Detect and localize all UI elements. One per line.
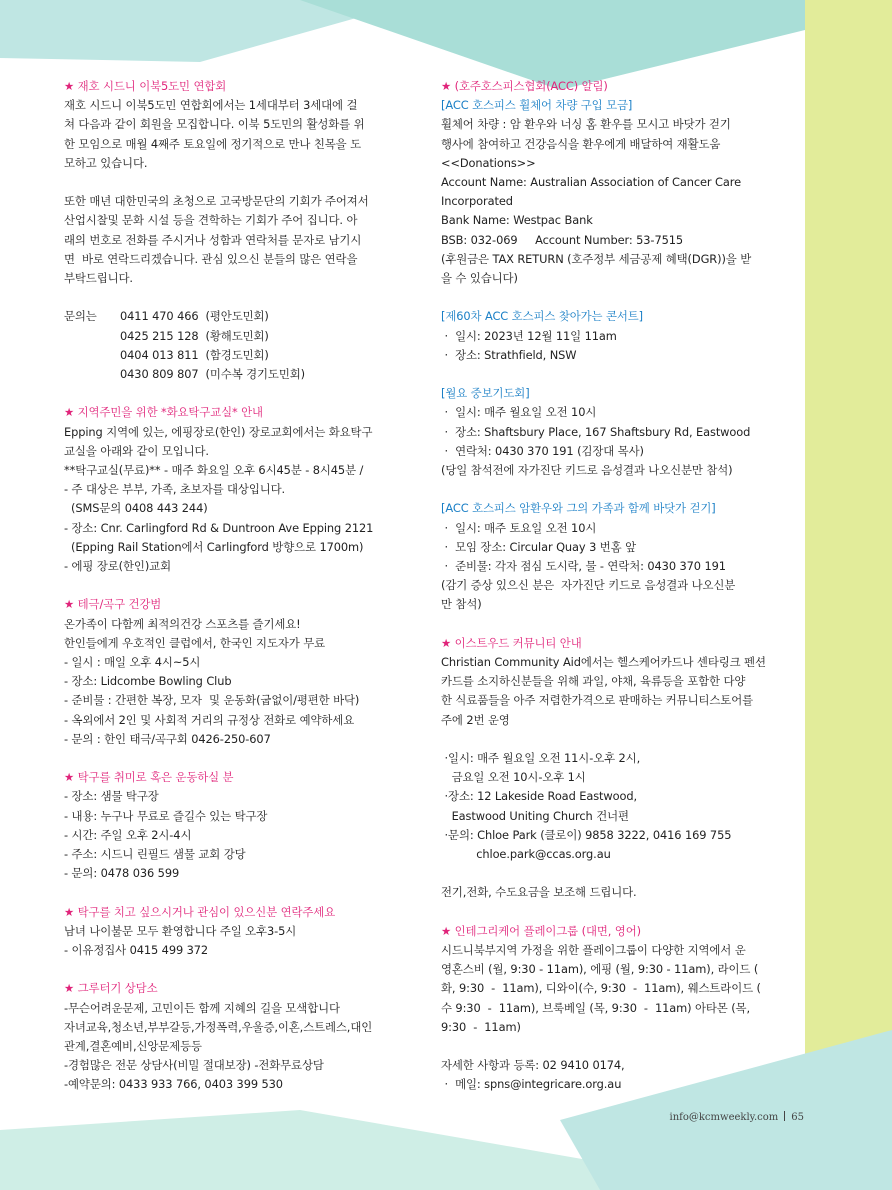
section-counseling (64, 979, 424, 1094)
section-title: ★ 인테그리케어 플레이그룹 (대면, 영어) (441, 923, 641, 938)
section-body: Epping 지역에 있는, 에핑장로(한인) 장로교회에서는 화요탁구 교실을 아래와 같이 모입니다. **탁구교실(무료)** - 매주 화요일 오후 6시45분 - 8시45분 / - 주 대상은 부부, 가족, 초보자를 대상입니다. (SMS문의 0408 443 244) - 장소: Cnr. Carlingford Rd & Duntroon Ave Epping 2121 (Epping Rail Station에서 Carlingford 방향으로 1700m) - 에핑 장로(한인)교회 (64, 424, 374, 574)
section-acc-concert (441, 307, 797, 365)
page-footer (670, 1111, 805, 1123)
section-title: ★ 테극/곡구 건강범 (64, 597, 162, 612)
left-column (64, 77, 424, 1095)
page-number: 65 (791, 1112, 804, 1123)
section-subtitle: [월요 중보기도회] (441, 386, 530, 401)
section-title: ★ 그루터기 상담소 (64, 981, 158, 996)
section-body: 시드니북부지역 가정을 위한 플레이그룹이 다양한 지역에서 운 영혼스비 (월, 9:30 - 11am), 에핑 (월, 9:30 - 11am), 라이드 ( 화, 9:30 - 11am), 디와이(수, 9:30 - 11am), 웨스트라이드 ( 수 9:30 - 11am), 브룩베일 (목, 9:30 - 11am) 아타몬 (목, 9:30 - 11am) 자세한 사항과 등록: 02 9410 0174, · 메일: spns@integricare.org.au (441, 943, 761, 1092)
section-integricare-playgroup (441, 922, 797, 1095)
section-body: -무슨어려운문제, 고민이든 함께 지혜의 길을 모색합니다 자녀교육,청소년,부부갈등,가정폭력,우울증,이혼,스트레스,대인 관계,결혼예비,신앙문제등등 -경험많은 전문 상담사(비밀 절대보장) -전화무료상담 -예약문의: 0433 933 766, 0403 399 530 (64, 1000, 373, 1092)
section-body: 온가족이 다함께 최적의건강 스포츠를 즐기세요! 한인들에게 우호적인 클럽에서, 한국인 지도자가 무료 - 일시 : 매일 오후 4시~5시 - 장소: Lidcombe Bowling Club - 준비물 : 간편한 복장, 모자 및 운동화(굽없이/평편한 바닥) - 옥외에서 2인 및 사회적 거리의 규정상 전화로 예약하세요 - 문의 : 한인 태극/곡구회 0426-250-607 (64, 616, 360, 746)
section-body: Christian Community Aid에서는 헬스케어카드나 센타링크 펜션 카드를 소지하신분들을 위해 과일, 야채, 육류등을 포함한 다양 한 식료품들을 아주 저렴한가격으로 판매하는 커뮤니티스토어를 주에 2번 운영 ·일시: 매주 월요일 오전 11시-오후 2시, 금요일 오전 10시-오후 1시 ·장소: 12 Lakeside Road Eastwood, Eastwood Uniting Church 건너편 ·문의: Chloe Park (클로이) 9858 3222, 0416 169 755 chloe.park@ccas.org.au 전기,전화, 수도요금을 보조해 드립니다. (441, 655, 766, 900)
section-body: 재호 시드니 이북5도민 연합회에서는 1세대부터 3세대에 걸 쳐 다음과 같이 회원을 모집합니다. 이북 5도민의 활성화를 위 한 모임으로 매월 4째주 토요일에 정기적으로 만나 친목을 도 모하고 있습니다. 또한 매년 대한민국의 초청으로 고국방문단의 기회가 주어져서 산업시찰및 문화 시설 등을 견학하는 기회가 주어 집니다. 아 래의 번호로 전화를 주시거나 성함과 연락처를 문자로 남기시 면 바로 연락드리겠습니다. 관심 있으신 분들의 많은 연락을 부탁드립니다. (64, 98, 369, 286)
footer-divider (784, 1111, 785, 1121)
contact-value: 0425 215 128 (황해도민회) (120, 328, 269, 343)
section-title: ★ (호주호스피스협회(ACC) 알림) (441, 79, 608, 93)
contact-value: 0411 470 466 (평안도민회) (120, 309, 269, 324)
section-ibuk-association (64, 77, 424, 384)
section-acc-notice (441, 77, 797, 288)
contact-label: 문의는 (64, 309, 97, 324)
section-body: 휠체어 차량 : 암 환우와 너싱 홈 환우를 모시고 바닷가 걷기 행사에 참여하고 건강음식을 환우에게 배달하여 재활도움 <<Donations>> Account Name: Australian Association of Cancer Care Incorporated Bank Name: Westpac Bank BSB: 032-069 Account Number: 53-7515 (후원금은 TAX RETURN (호주정부 세금공제 혜택(DGR))을 받 을 수 있습니다) (441, 117, 752, 286)
section-subtitle: [ACC 호스피스 휠체어 차량 구입 모금] (441, 98, 633, 113)
contact-row (64, 307, 424, 326)
section-health-club (64, 595, 424, 749)
contact-value: 0404 013 811 (함경도민회) (120, 347, 269, 362)
footer-email: info@kcmweekly.com (669, 1112, 779, 1123)
section-title: ★ 탁구를 취미로 혹은 운동하실 분 (64, 770, 234, 785)
right-column (441, 77, 797, 1095)
section-body: · 일시: 매주 토요일 오전 10시 · 모임 장소: Circular Quay 3 번홈 앞 · 준비물: 각자 점심 도시락, 물 - 연락처: 0430 370 191 (감기 증상 있으신 분은 자가진단 키드로 음성결과 나오신분 만 참석) (441, 520, 736, 612)
section-body: · 일시: 매주 월요일 오전 10시 · 장소: Shaftsbury Place, 167 Shaftsbury Rd, Eastwood · 연락처: 0430 370 191 (김장대 목사) (당일 참석전에 자가진단 키드로 음성결과 나오신분만 참석) (441, 405, 751, 478)
section-table-tennis-class (64, 403, 424, 576)
section-body: 남녀 나이불문 모두 환영합니다 주일 오후3-5시 - 이유정집사 0415 499 372 (64, 923, 297, 958)
section-eastwood-community (441, 634, 797, 903)
section-subtitle: [ACC 호스피스 암환우와 그의 가족과 함께 바닷가 걷기] (441, 501, 716, 516)
section-subtitle: [제60차 ACC 호스피스 찾아가는 콘서트] (441, 309, 644, 324)
section-body: - 장소: 샘물 탁구장 - 내용: 누구나 무료로 즐길수 있는 탁구장 - 시간: 주일 오후 2시-4시 - 주소: 시드니 린필드 샘물 교회 강당 - 문의: 0478 036 599 (64, 789, 268, 881)
section-title: ★ 지역주민을 위한 *화요탁구교실* 안내 (64, 405, 263, 420)
section-title: ★ 재호 시드니 이북5도민 연합회 (64, 79, 227, 93)
section-title: ★ 탁구를 치고 싶으시거나 관심이 있으신분 연락주세요 (64, 904, 336, 919)
section-table-tennis-contact (64, 903, 424, 961)
contact-value: 0430 809 807 (미수복 경기도민회) (120, 367, 305, 382)
section-body: · 일시: 2023년 12월 11일 11am · 장소: Strathfield, NSW (444, 328, 617, 362)
section-table-tennis-hobby (64, 768, 424, 883)
section-beach-walk (441, 499, 797, 614)
lime-right-band (805, 0, 892, 1190)
section-title: ★ 이스트우드 커뮤니티 안내 (441, 635, 582, 650)
section-prayer-meeting (441, 384, 797, 480)
